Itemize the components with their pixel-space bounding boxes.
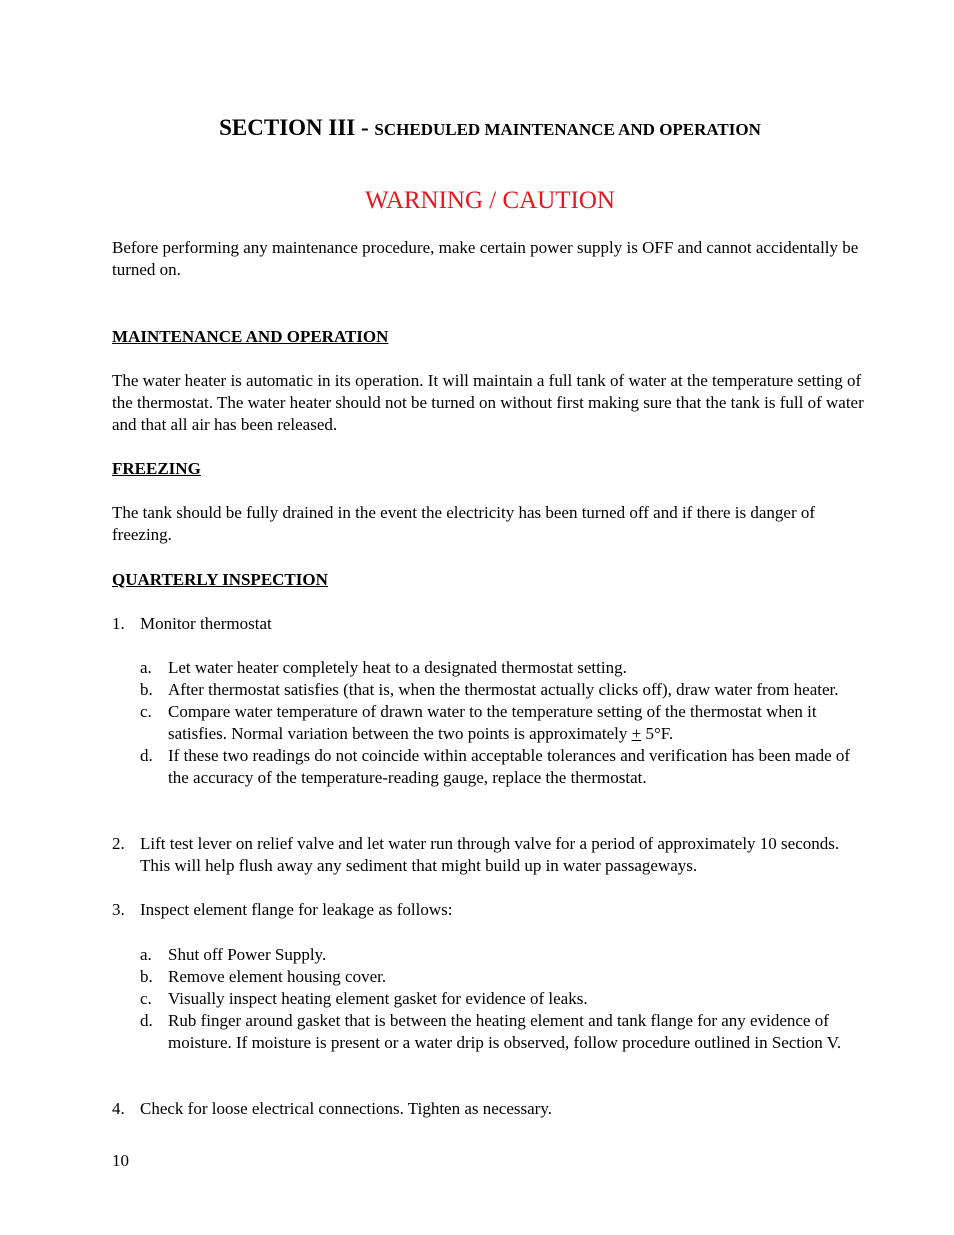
- sub-item-letter: a.: [140, 945, 152, 964]
- sub-item-letter: b.: [140, 680, 153, 699]
- sub-item-text: Visually inspect heating element gasket for evidence of leaks.: [168, 989, 588, 1008]
- sub-item-text: After thermostat satisfies (that is, when the thermostat actually clicks off), draw water from heater.: [168, 680, 839, 699]
- sub-item-text: Rub finger around gasket that is between the heating element and tank flange for any evidence of moisture. If moisture is present or a water drip is observed, follow procedure outlined in Section V.: [168, 1011, 842, 1052]
- plus-minus-symbol: +: [631, 724, 642, 743]
- sub-item-d: [140, 1010, 870, 1054]
- sub-item-d: [140, 745, 870, 789]
- sub-item-letter: d.: [140, 746, 153, 765]
- sub-item-a: [140, 944, 870, 966]
- list-item-text: Monitor thermostat: [140, 614, 272, 633]
- list-item-number: 4.: [112, 1099, 125, 1118]
- intro-paragraph: Before performing any maintenance procedure, make certain power supply is OFF and cannot accidentally be turned on.: [112, 238, 859, 279]
- list-item-3: [112, 899, 852, 921]
- list-item-4: [112, 1098, 852, 1120]
- sub-item-letter: c.: [140, 989, 152, 1008]
- sub-item-letter: d.: [140, 1011, 153, 1030]
- list-item-text: Lift test lever on relief valve and let water run through valve for a period of approximately 10 seconds. This will help flush away any sediment that might build up in water passageways.: [140, 834, 840, 875]
- section-subtitle: SCHEDULED MAINTENANCE AND OPERATION: [374, 120, 761, 139]
- freezing-heading: FREEZING: [112, 459, 201, 478]
- list-item-2: [112, 833, 852, 877]
- list-item-1: [112, 613, 852, 635]
- maintenance-heading: MAINTENANCE AND OPERATION: [112, 327, 389, 346]
- sub-item-text: Remove element housing cover.: [168, 967, 387, 986]
- section-number: SECTION III -: [219, 115, 375, 140]
- sub-item-text: Compare water temperature of drawn water to the temperature setting of the thermostat when it satisfies. Normal variation between the two points is approximately: [168, 702, 817, 743]
- section-title: [0, 114, 954, 144]
- sub-item-b: [140, 966, 870, 988]
- warning-caution-heading: WARNING / CAUTION: [365, 187, 615, 214]
- page-number: 10: [112, 1151, 129, 1170]
- sub-item-c: [140, 701, 870, 745]
- sub-item-letter: a.: [140, 658, 152, 677]
- maintenance-paragraph: The water heater is automatic in its operation. It will maintain a full tank of water at the temperature setting of the thermostat. The water heater should not be turned on without first making sure that the tank is full of water and that all air has been released.: [112, 371, 864, 434]
- list-item-number: 1.: [112, 614, 125, 633]
- list-item-number: 2.: [112, 834, 125, 853]
- sub-item-a: [140, 657, 870, 679]
- sub-item-c: [140, 988, 870, 1010]
- sub-item-text-end: 5°F.: [641, 724, 674, 743]
- sub-item-letter: b.: [140, 967, 153, 986]
- quarterly-heading: QUARTERLY INSPECTION: [112, 570, 328, 589]
- list-item-text: Check for loose electrical connections. Tighten as necessary.: [140, 1099, 552, 1118]
- freezing-paragraph: The tank should be fully drained in the event the electricity has been turned off and if there is danger of freezing.: [112, 503, 816, 544]
- list-item-text: Inspect element flange for leakage as follows:: [140, 900, 453, 919]
- sub-item-text: If these two readings do not coincide within acceptable tolerances and verification has been made of the accuracy of the temperature-reading gauge, replace the thermostat.: [168, 746, 851, 787]
- flange-sub-list: [140, 944, 870, 1054]
- sub-item-letter: c.: [140, 702, 152, 721]
- thermostat-sub-list: [140, 657, 870, 789]
- sub-item-b: [140, 679, 870, 701]
- list-item-number: 3.: [112, 900, 125, 919]
- sub-item-text: Shut off Power Supply.: [168, 945, 327, 964]
- sub-item-text: Let water heater completely heat to a designated thermostat setting.: [168, 658, 627, 677]
